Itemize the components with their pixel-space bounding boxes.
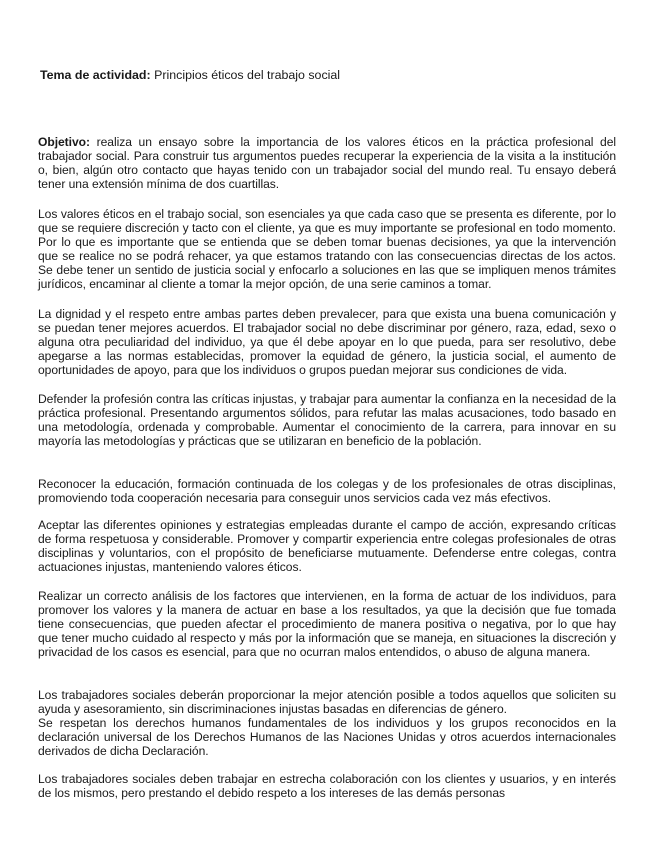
paragraph-human-rights: Se respetan los derechos humanos fundamentales de los individuos y los grupos reconocidos en la declaración universal de los Derechos Humanos de las Naciones Unidas y otros acuerdos internacionales derivados de dicha Declaración. [38, 715, 616, 758]
activity-heading [40, 67, 620, 83]
paragraph-defend-profession: Defender la profesión contra las críticas injustas, y trabajar para aumentar la confianza en la necesidad de la práctica profesional. Presentando argumentos sólidos, para refutar las malas acusaciones, todo basado en una metodología, ordenada y comprobable. Aumentar el conocimiento de la carrera, para innovar en su mayoría las metodologías y prácticas que se utilizaran en beneficio de la población. [38, 392, 616, 448]
objective-paragraph [38, 136, 616, 192]
activity-label: Tema de actividad: [40, 68, 151, 82]
objective-label: Objetivo: [38, 135, 90, 149]
paragraph-best-attention-line-a: Los trabajadores sociales deberán proporcionar la mejor atención posible a todos aquellos que soliciten su ayuda y asesoramiento, sin discriminaciones injustas basadas en diferencias de género. [38, 688, 616, 716]
paragraph-correct-analysis: Realizar un correcto análisis de los factores que intervienen, en la forma de actuar de los individuos, para promover los valores y la manera de actuar en base a los resultados, ya que la decisión que fue tomada tiene consecuencias, que pueden afectar el procedimiento de manera positiva o negativa, por lo que hay que tener mucho cuidado al respecto y más por la información que se maneja, en situaciones la discreción y privacidad de los casos es esencial, para que no ocurran malos entendidos, o abuso de alguna manera. [38, 589, 616, 659]
paragraph-collaboration: Los trabajadores sociales deben trabajar en estrecha colaboración con los clientes y usuarios, y en interés de los mismos, pero prestando el debido respeto a los intereses de las demás personas [38, 772, 616, 800]
activity-title: Principios éticos del trabajo social [154, 68, 341, 82]
paragraph-accept-opinions: Aceptar las diferentes opiniones y estrategias empleadas durante el campo de acción, expresando críticas de forma respetuosa y considerable. Promover y compartir experiencia entre colegas profesionales de otras disciplinas y voluntarios, con el propósito de beneficiarse mutuamente. Defenderse entre colegas, contra actuaciones injustas, manteniendo valores éticos. [38, 518, 616, 574]
paragraph-best-attention [38, 689, 616, 759]
objective-text: realiza un ensayo sobre la importancia de los valores éticos en la práctica profesional del trabajador social. Para construir tus argumentos puedes recuperar la experiencia de la visita a la institución o, bien, algún otro contacto que hayas tenido con un trabajador social del mundo real. Tu ensayo deberá tener una extensión mínima de dos cuartillas. [38, 135, 617, 191]
paragraph-ethical-values: Los valores éticos en el trabajo social, son esenciales ya que cada caso que se presenta es diferente, por lo que se requiere discreción y tacto con el cliente, ya que es muy importante se profesional en todo momento. Por lo que es importante que se entienda que se deben tomar buenas decisiones, ya que la intervención que se realice no se podrá rehacer, ya que estamos tratando con las consecuencias directas de los actos. Se debe tener un sentido de justicia social y enfocarlo a soluciones en las que se impliquen menos trámites jurídicos, encaminar al cliente a tomar la mejor opción, de una serie caminos a tomar. [38, 207, 616, 291]
paragraph-recognize-education: Reconocer la educación, formación continuada de los colegas y de los profesionales de otras disciplinas, promoviendo toda cooperación necesaria para conseguir unos servicios cada vez más efectivos. [38, 477, 616, 505]
paragraph-dignity-respect: La dignidad y el respeto entre ambas partes deben prevalecer, para que exista una buena comunicación y se puedan tener mejores acuerdos. El trabajador social no debe discriminar por género, raza, edad, sexo o alguna otra peculiaridad del individuo, ya que él debe apoyar en lo que pueda, para ser resolutivo, debe apegarse a las normas establecidas, promover la equidad de género, la justicia social, el aumento de oportunidades de apoyo, para que los individuos o grupos puedan mejorar sus condiciones de vida. [38, 307, 616, 377]
